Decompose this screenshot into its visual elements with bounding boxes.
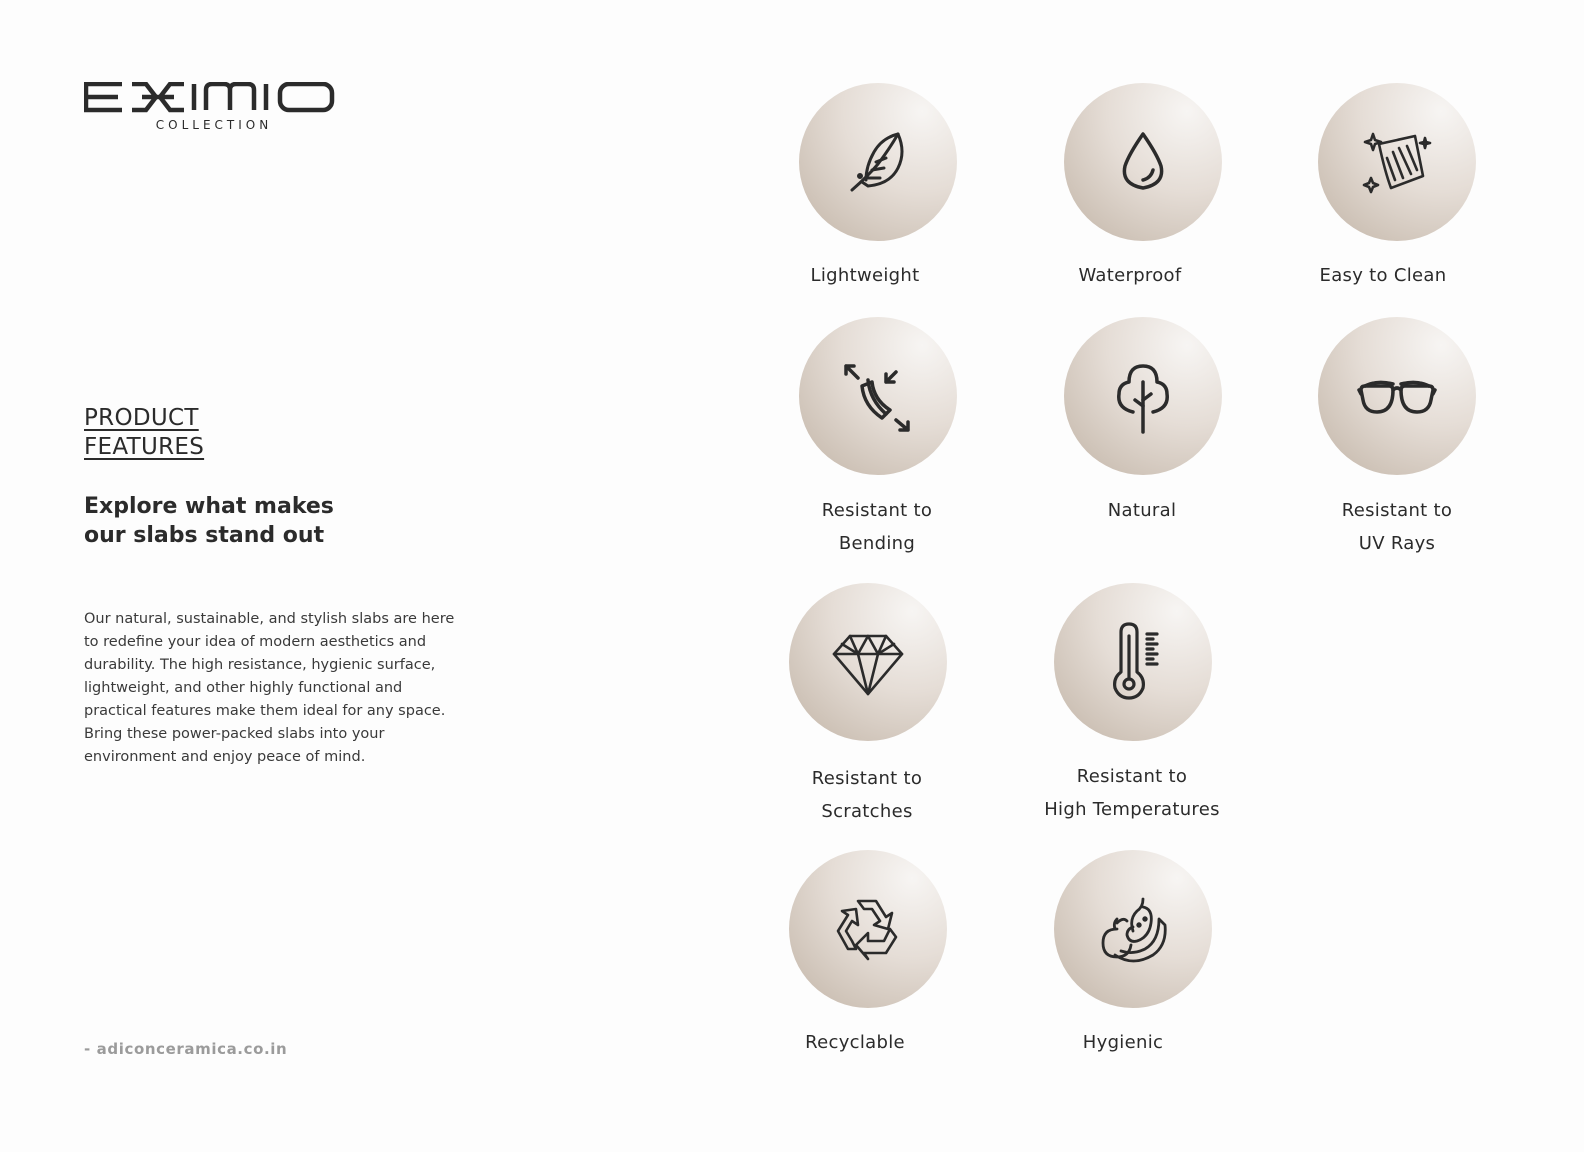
feature-label-line-1: Easy to Clean	[1319, 265, 1447, 286]
bending-slab-icon	[838, 356, 918, 436]
feature-label-line-1: Resistant to	[1341, 500, 1453, 521]
feature-label-line-1: Resistant to	[1076, 766, 1188, 787]
headline: Explore what makes our slabs stand out	[84, 494, 334, 548]
feature-label	[747, 494, 1007, 560]
feature-label-line-2: Bending	[838, 533, 916, 554]
sunglasses-icon	[1357, 356, 1437, 436]
section-label	[84, 404, 204, 462]
feature-label-line-1: Resistant to	[821, 500, 933, 521]
fruits-icon	[1093, 889, 1173, 969]
feature-label-line-2: Scratches	[821, 801, 913, 822]
logo-subtitle: COLLECTION	[155, 118, 273, 132]
feature-label	[1012, 494, 1272, 527]
feature-label-line-2: UV Rays	[1358, 533, 1436, 554]
feature-badge	[1064, 83, 1222, 241]
feature-label-line-1: Hygienic	[1082, 1032, 1164, 1053]
feature-label	[725, 1026, 985, 1059]
feature-badge	[1318, 317, 1476, 475]
tree-icon	[1103, 356, 1183, 436]
feature-badge	[1318, 83, 1476, 241]
section-label-line-1: PRODUCT	[84, 405, 199, 431]
feature-label-line-1: Waterproof	[1078, 265, 1182, 286]
eximio-logo-mark	[84, 82, 336, 114]
recycle-icon	[828, 889, 908, 969]
feature-label	[1002, 760, 1262, 826]
feature-badge	[1054, 850, 1212, 1008]
feature-badge	[1054, 583, 1212, 741]
feature-label-line-1: Natural	[1107, 500, 1177, 521]
feature-label	[1253, 259, 1513, 292]
feature-label-line-2: High Temperatures	[1044, 799, 1220, 820]
website-url: - adiconceramica.co.in	[84, 1040, 288, 1058]
feature-label-line-1: Resistant to	[811, 768, 923, 789]
section-label-line-2: FEATURES	[84, 434, 205, 460]
feature-label	[993, 1026, 1253, 1059]
diamond-icon	[828, 622, 908, 702]
feature-badge	[799, 83, 957, 241]
feature-badge	[1064, 317, 1222, 475]
feature-badge	[789, 583, 947, 741]
feature-label	[735, 259, 995, 292]
feature-label-line-1: Lightweight	[810, 265, 920, 286]
description-paragraph: Our natural, sustainable, and stylish slabs are here to redefine your idea of modern aesthetics and durability. The high resistance, hygienic surface, lightweight, and other highly functional and practical features make them ideal for any space. Bring these power-packed slabs into your environment and enjoy peace of mind.	[84, 611, 455, 765]
feature-badge	[789, 850, 947, 1008]
thermometer-icon	[1093, 622, 1173, 702]
feature-label	[1000, 259, 1260, 292]
wiping-hand-icon	[1357, 122, 1437, 202]
feature-badge	[799, 317, 957, 475]
feature-label	[737, 762, 997, 828]
feature-label-line-1: Recyclable	[805, 1032, 905, 1053]
water-drop-icon	[1103, 122, 1183, 202]
feather-icon	[838, 122, 918, 202]
brand-logo	[84, 82, 336, 132]
feature-label	[1267, 494, 1527, 560]
